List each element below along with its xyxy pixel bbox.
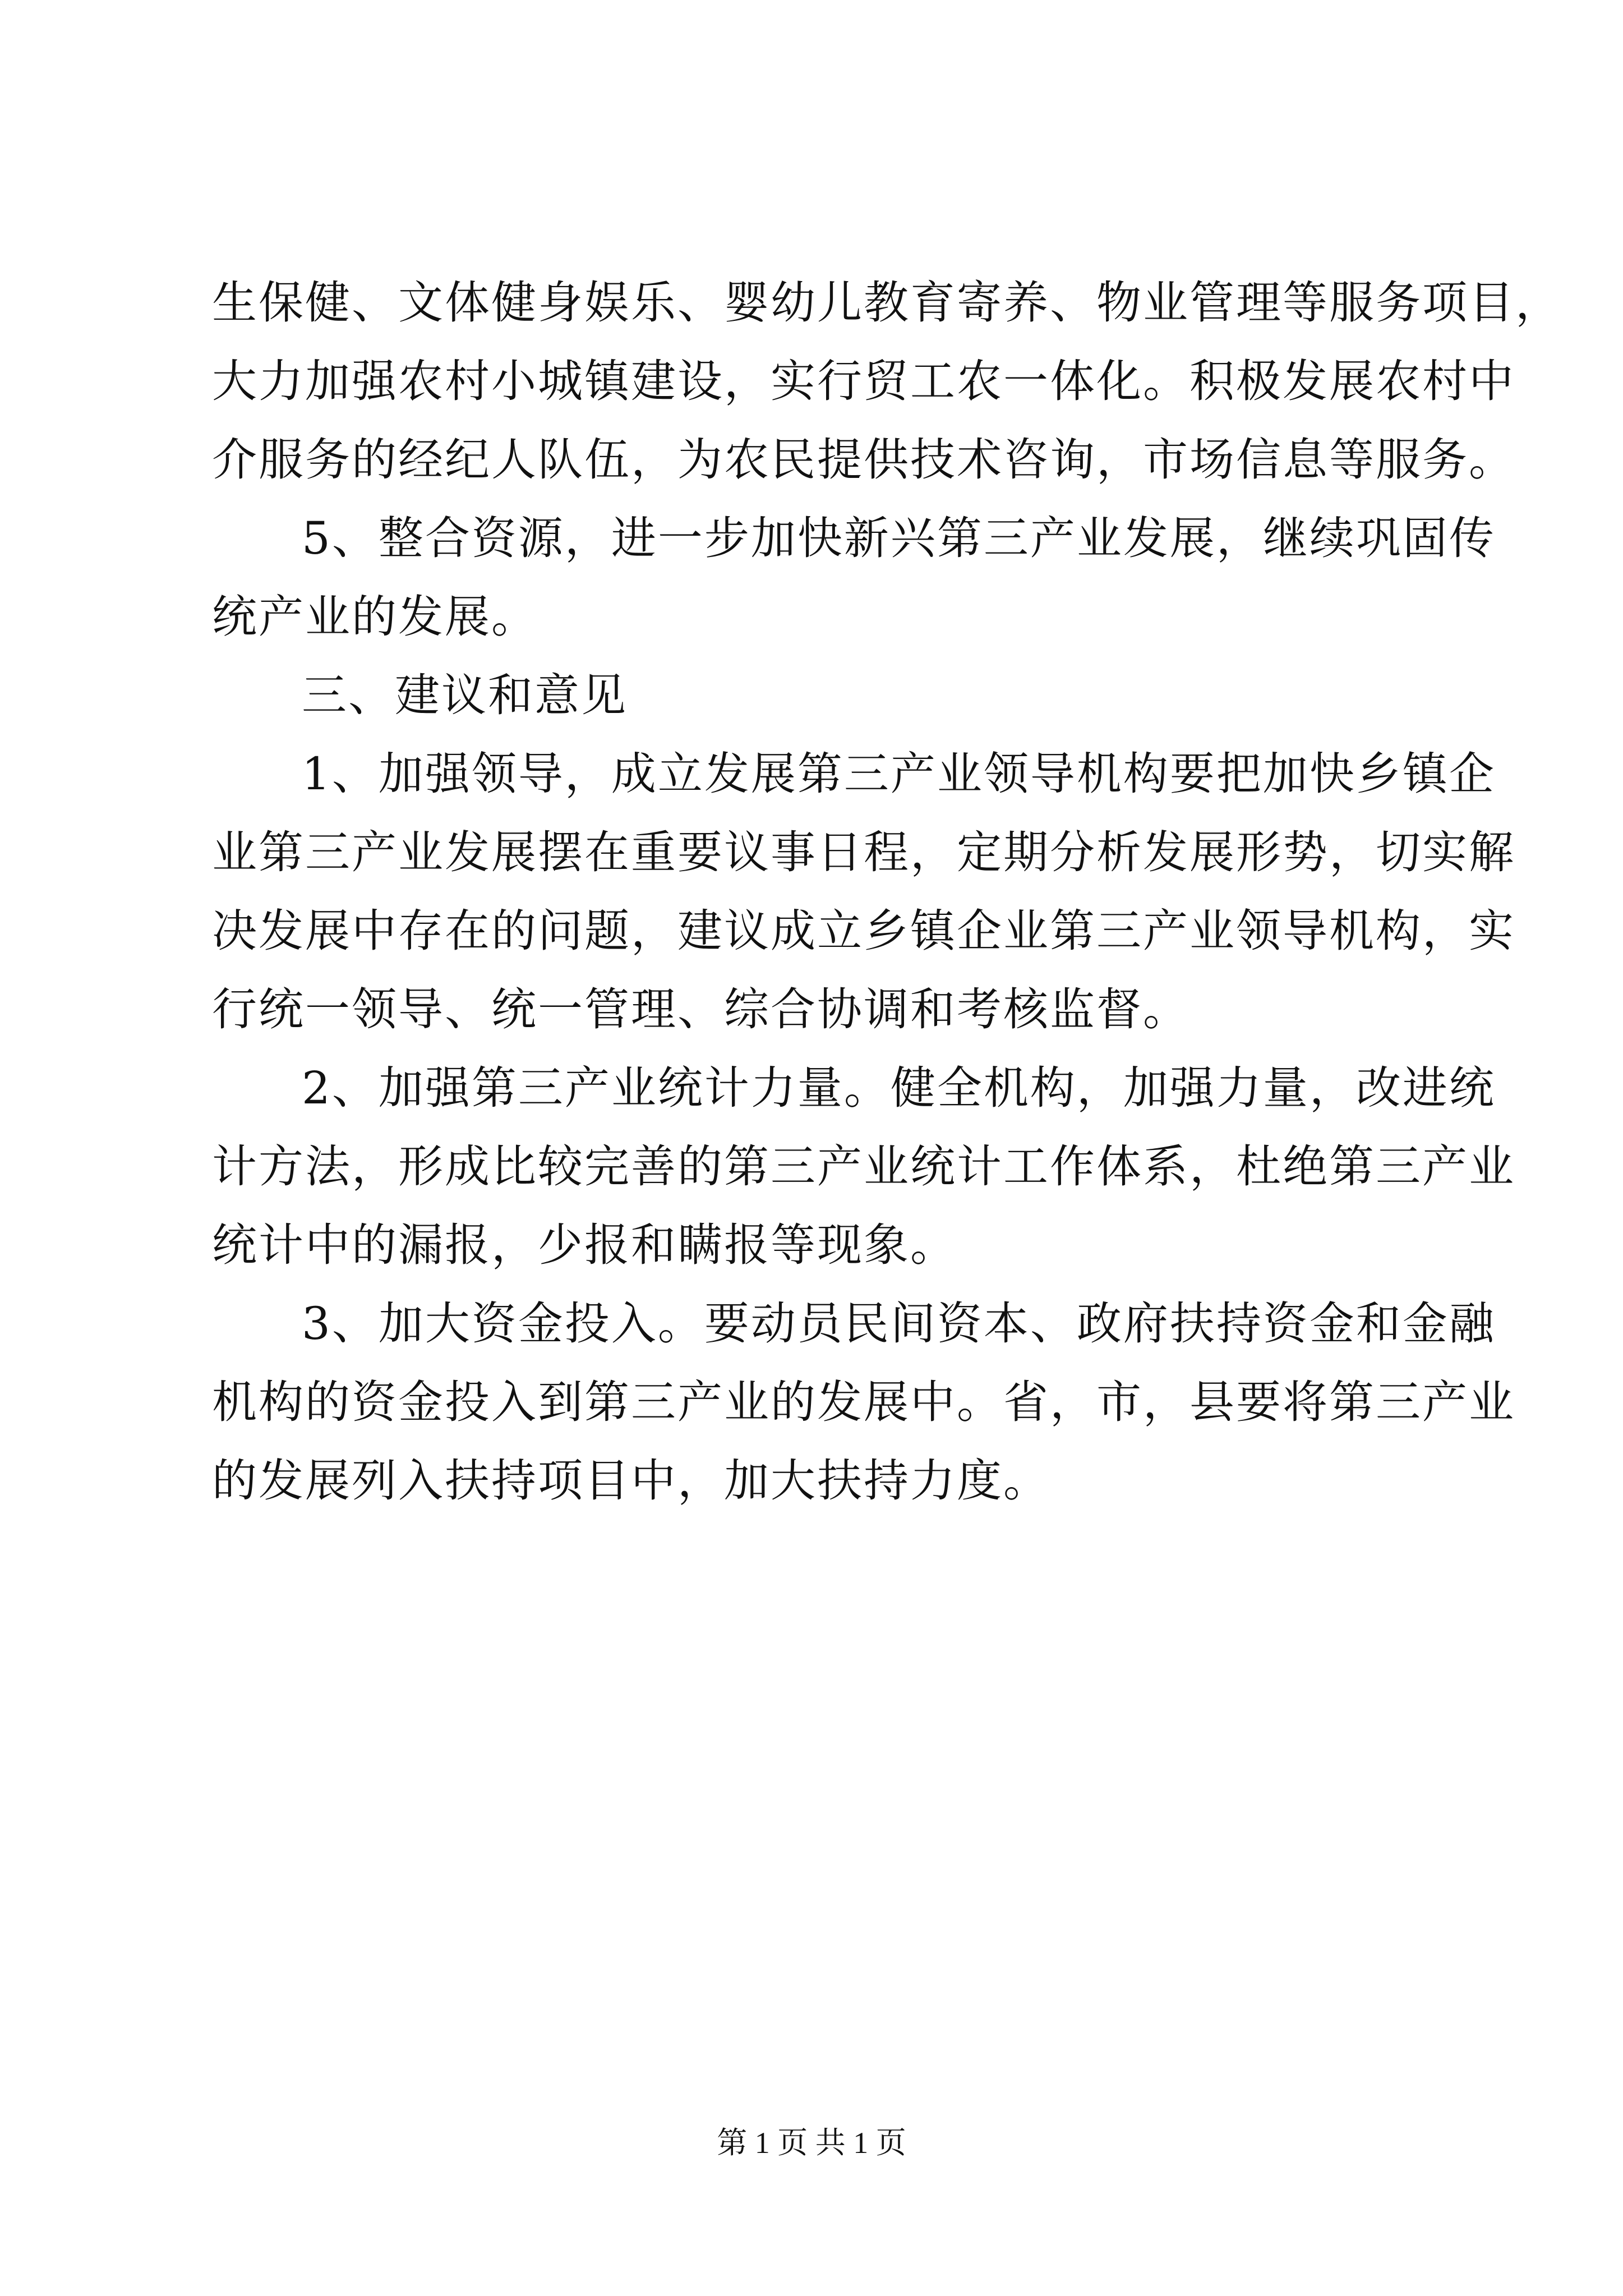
text-line: 5、整合资源，进一步加快新兴第三产业发展，继续巩固传	[302, 512, 1496, 564]
section-heading: 三、建议和意见	[302, 669, 628, 721]
text-line: 介服务的经纪人队伍，为农民提供技术咨询，市场信息等服务。	[212, 434, 1515, 486]
text-line: 计方法，形成比较完善的第三产业统计工作体系，杜绝第三产业	[212, 1140, 1515, 1193]
text-line: 统产业的发展。	[212, 591, 538, 643]
text-line: 大力加强农村小城镇建设，实行贸工农一体化。积极发展农村中	[212, 355, 1515, 407]
text-line: 业第三产业发展摆在重要议事日程，定期分析发展形势，切实解	[212, 826, 1515, 878]
text-line: 决发展中存在的问题，建议成立乡镇企业第三产业领导机构，实	[212, 905, 1515, 957]
page-number-footer: 第 1 页 共 1 页	[717, 2126, 906, 2160]
text-line: 行统一领导、统一管理、综合协调和考核监督。	[212, 983, 1189, 1036]
text-line: 统计中的漏报，少报和瞒报等现象。	[212, 1219, 957, 1271]
text-line: 机构的资金投入到第三产业的发展中。省，市，县要将第三产业	[212, 1376, 1515, 1428]
text-line: 的发展列入扶持项目中，加大扶持力度。	[212, 1455, 1050, 1507]
text-line: 生保健、文体健身娱乐、婴幼儿教育寄养、物业管理等服务项目，	[212, 277, 1562, 329]
text-line: 3、加大资金投入。要动员民间资本、政府扶持资金和金融	[302, 1297, 1496, 1350]
text-line: 2、加强第三产业统计力量。健全机构，加强力量，改进统	[302, 1062, 1496, 1114]
text-line: 1、加强领导，成立发展第三产业领导机构要把加快乡镇企	[302, 748, 1496, 800]
